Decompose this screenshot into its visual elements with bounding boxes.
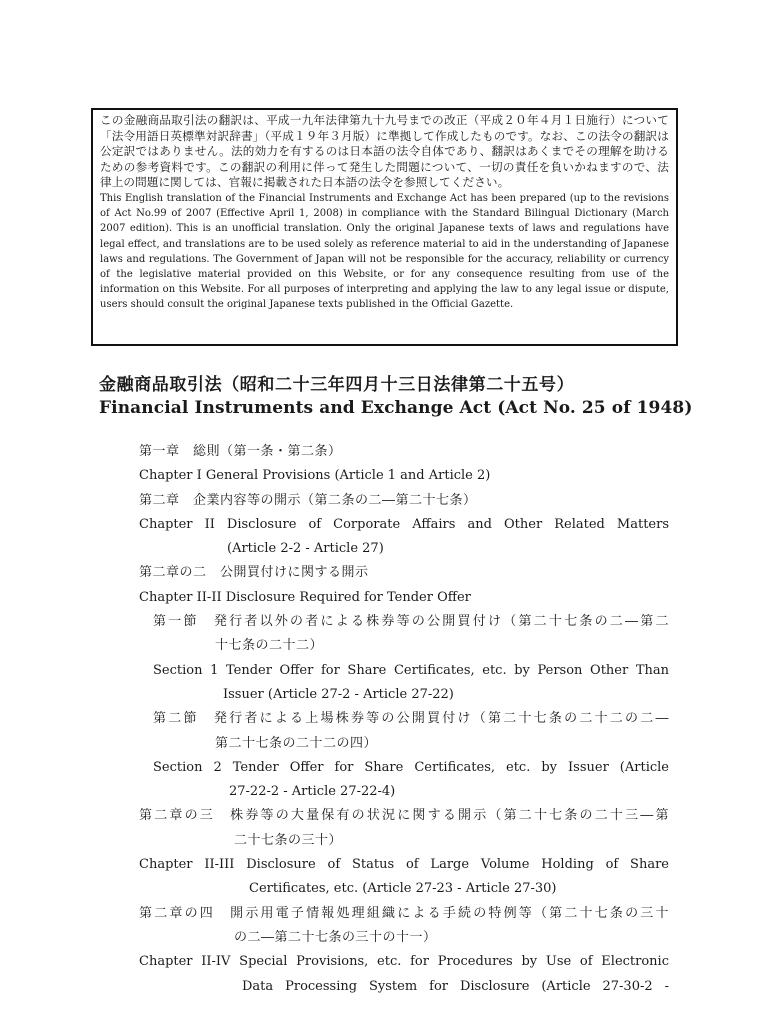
toc-entry-text: Chapter I General Provisions (Article 1 and Article 2) <box>139 468 491 484</box>
toc-entry-line: Section 1 Tender Offer for Share Certificates, etc. by Person Other Than <box>153 662 669 678</box>
toc-entry-line: 第二章の三 株券等の大量保有の状況に関する開示（第二十七条の二十三―第 <box>139 808 669 824</box>
toc-entry-text: 第二章 企業内容等の開示（第二条の二―第二十七条） <box>139 492 477 508</box>
toc-chapter-2-3-en[interactable] <box>139 853 669 902</box>
notice-japanese: この金融商品取引法の翻訳は、平成一九年法律第九十九号までの改正（平成２０年４月１日施行）について「法令用語日英標準対訳辞書」（平成１９年３月版）に準拠して作成したものです。なお、この法令の翻訳は公定訳ではありません。法的効力を有するのは日本語の法令自体であり、翻訳はあくまでその理解を助けるための参考資料です。この翻訳の利用に伴って発生した問題について、一切の責任を負いかねますので、法律上の問題に関しては、官報に掲載された日本語の法令を参照してください。 <box>100 113 669 190</box>
law-title-english: Financial Instruments and Exchange Act (Act No. 25 of 1948) <box>99 398 693 418</box>
toc-entry-text: Chapter II-II Disclosure Required for Tender Offer <box>139 589 471 605</box>
toc-entry-continuation: (Article 2-2 - Article 27) <box>227 541 384 557</box>
toc-section-2-jp[interactable] <box>139 707 669 756</box>
toc-entry-continuation: 十七条の二十二） <box>215 638 324 654</box>
toc-entry-continuation: 二十七条の三十） <box>234 832 343 848</box>
toc-entry-line: 第二節 発行者による上場株券等の公開買付け（第二十七条の二十二の二― <box>153 711 669 727</box>
toc-chapter-2-2-en[interactable] <box>139 586 669 610</box>
toc-entry-continuation: Issuer (Article 27-2 - Article 27-22) <box>223 686 454 702</box>
toc-entry-continuation: Data Processing System for Disclosure (Article 27-30-2 - <box>242 978 669 994</box>
toc-chapter-2-4-en[interactable] <box>139 950 669 999</box>
toc-section-1-jp[interactable] <box>139 610 669 659</box>
toc-chapter-2-3-jp[interactable] <box>139 804 669 853</box>
toc-chapter-2-4-jp[interactable] <box>139 902 669 951</box>
toc-entry-continuation: Certificates, etc. (Article 27-23 - Article 27-30) <box>249 881 557 897</box>
toc-chapter-2-en[interactable] <box>139 513 669 562</box>
toc-entry-continuation: の二―第二十七条の三十の十一） <box>234 929 437 945</box>
toc-entry-text: 第二章の二 公開買付けに関する開示 <box>139 565 369 581</box>
toc-entry-line: 第一節 発行者以外の者による株券等の公開買付け（第二十七条の二―第二 <box>153 614 669 630</box>
notice-english: This English translation of the Financial Instruments and Exchange Act has been prepared (up to the revisions of Act No.99 of 2007 (Effective April 1, 2008) in compliance with the Standard Bilingual Dictionary (March 2007 edition). This is an unofficial translation. Only the original Japanese texts of laws and regulations have legal effect, and translations are to be used solely as reference material to aid in the understanding of Japanese laws and regulations. The Government of Japan will not be responsible for the accuracy, reliability or currency of the legislative material provided on this Website, or for any consequence resulting from use of the information on this Website. For all purposes of interpreting and applying the law to any legal issue or dispute, users should consult the original Japanese texts published in the Official Gazette. <box>100 192 669 311</box>
toc-entry-line: Chapter II-IV Special Provisions, etc. for Procedures by Use of Electronic <box>139 954 669 970</box>
toc-entry-continuation: 27-22-2 - Article 27-22-4) <box>229 784 396 800</box>
toc-section-2-en[interactable] <box>139 756 669 805</box>
toc-entry-line: Section 2 Tender Offer for Share Certificates, etc. by Issuer (Article <box>153 759 669 775</box>
toc-chapter-1-en[interactable] <box>139 464 669 488</box>
toc-chapter-2-jp[interactable] <box>139 489 669 513</box>
toc-entry-line: Chapter II-III Disclosure of Status of Large Volume Holding of Share <box>139 857 669 873</box>
law-title-japanese: 金融商品取引法（昭和二十三年四月十三日法律第二十五号） <box>99 375 575 395</box>
translation-notice-box <box>91 108 678 346</box>
toc-entry-line: Chapter II Disclosure of Corporate Affairs and Other Related Matters <box>139 516 669 532</box>
toc-entry-text: 第一章 総則（第一条・第二条） <box>139 444 342 459</box>
table-of-contents <box>139 440 669 999</box>
toc-chapter-2-2-jp[interactable] <box>139 561 669 585</box>
toc-section-1-en[interactable] <box>139 659 669 708</box>
toc-chapter-1-jp[interactable] <box>139 440 669 464</box>
toc-entry-line: 第二章の四 開示用電子情報処理組織による手続の特例等（第二十七条の三十 <box>139 905 669 921</box>
toc-entry-continuation: 第二十七条の二十二の四） <box>215 735 378 751</box>
